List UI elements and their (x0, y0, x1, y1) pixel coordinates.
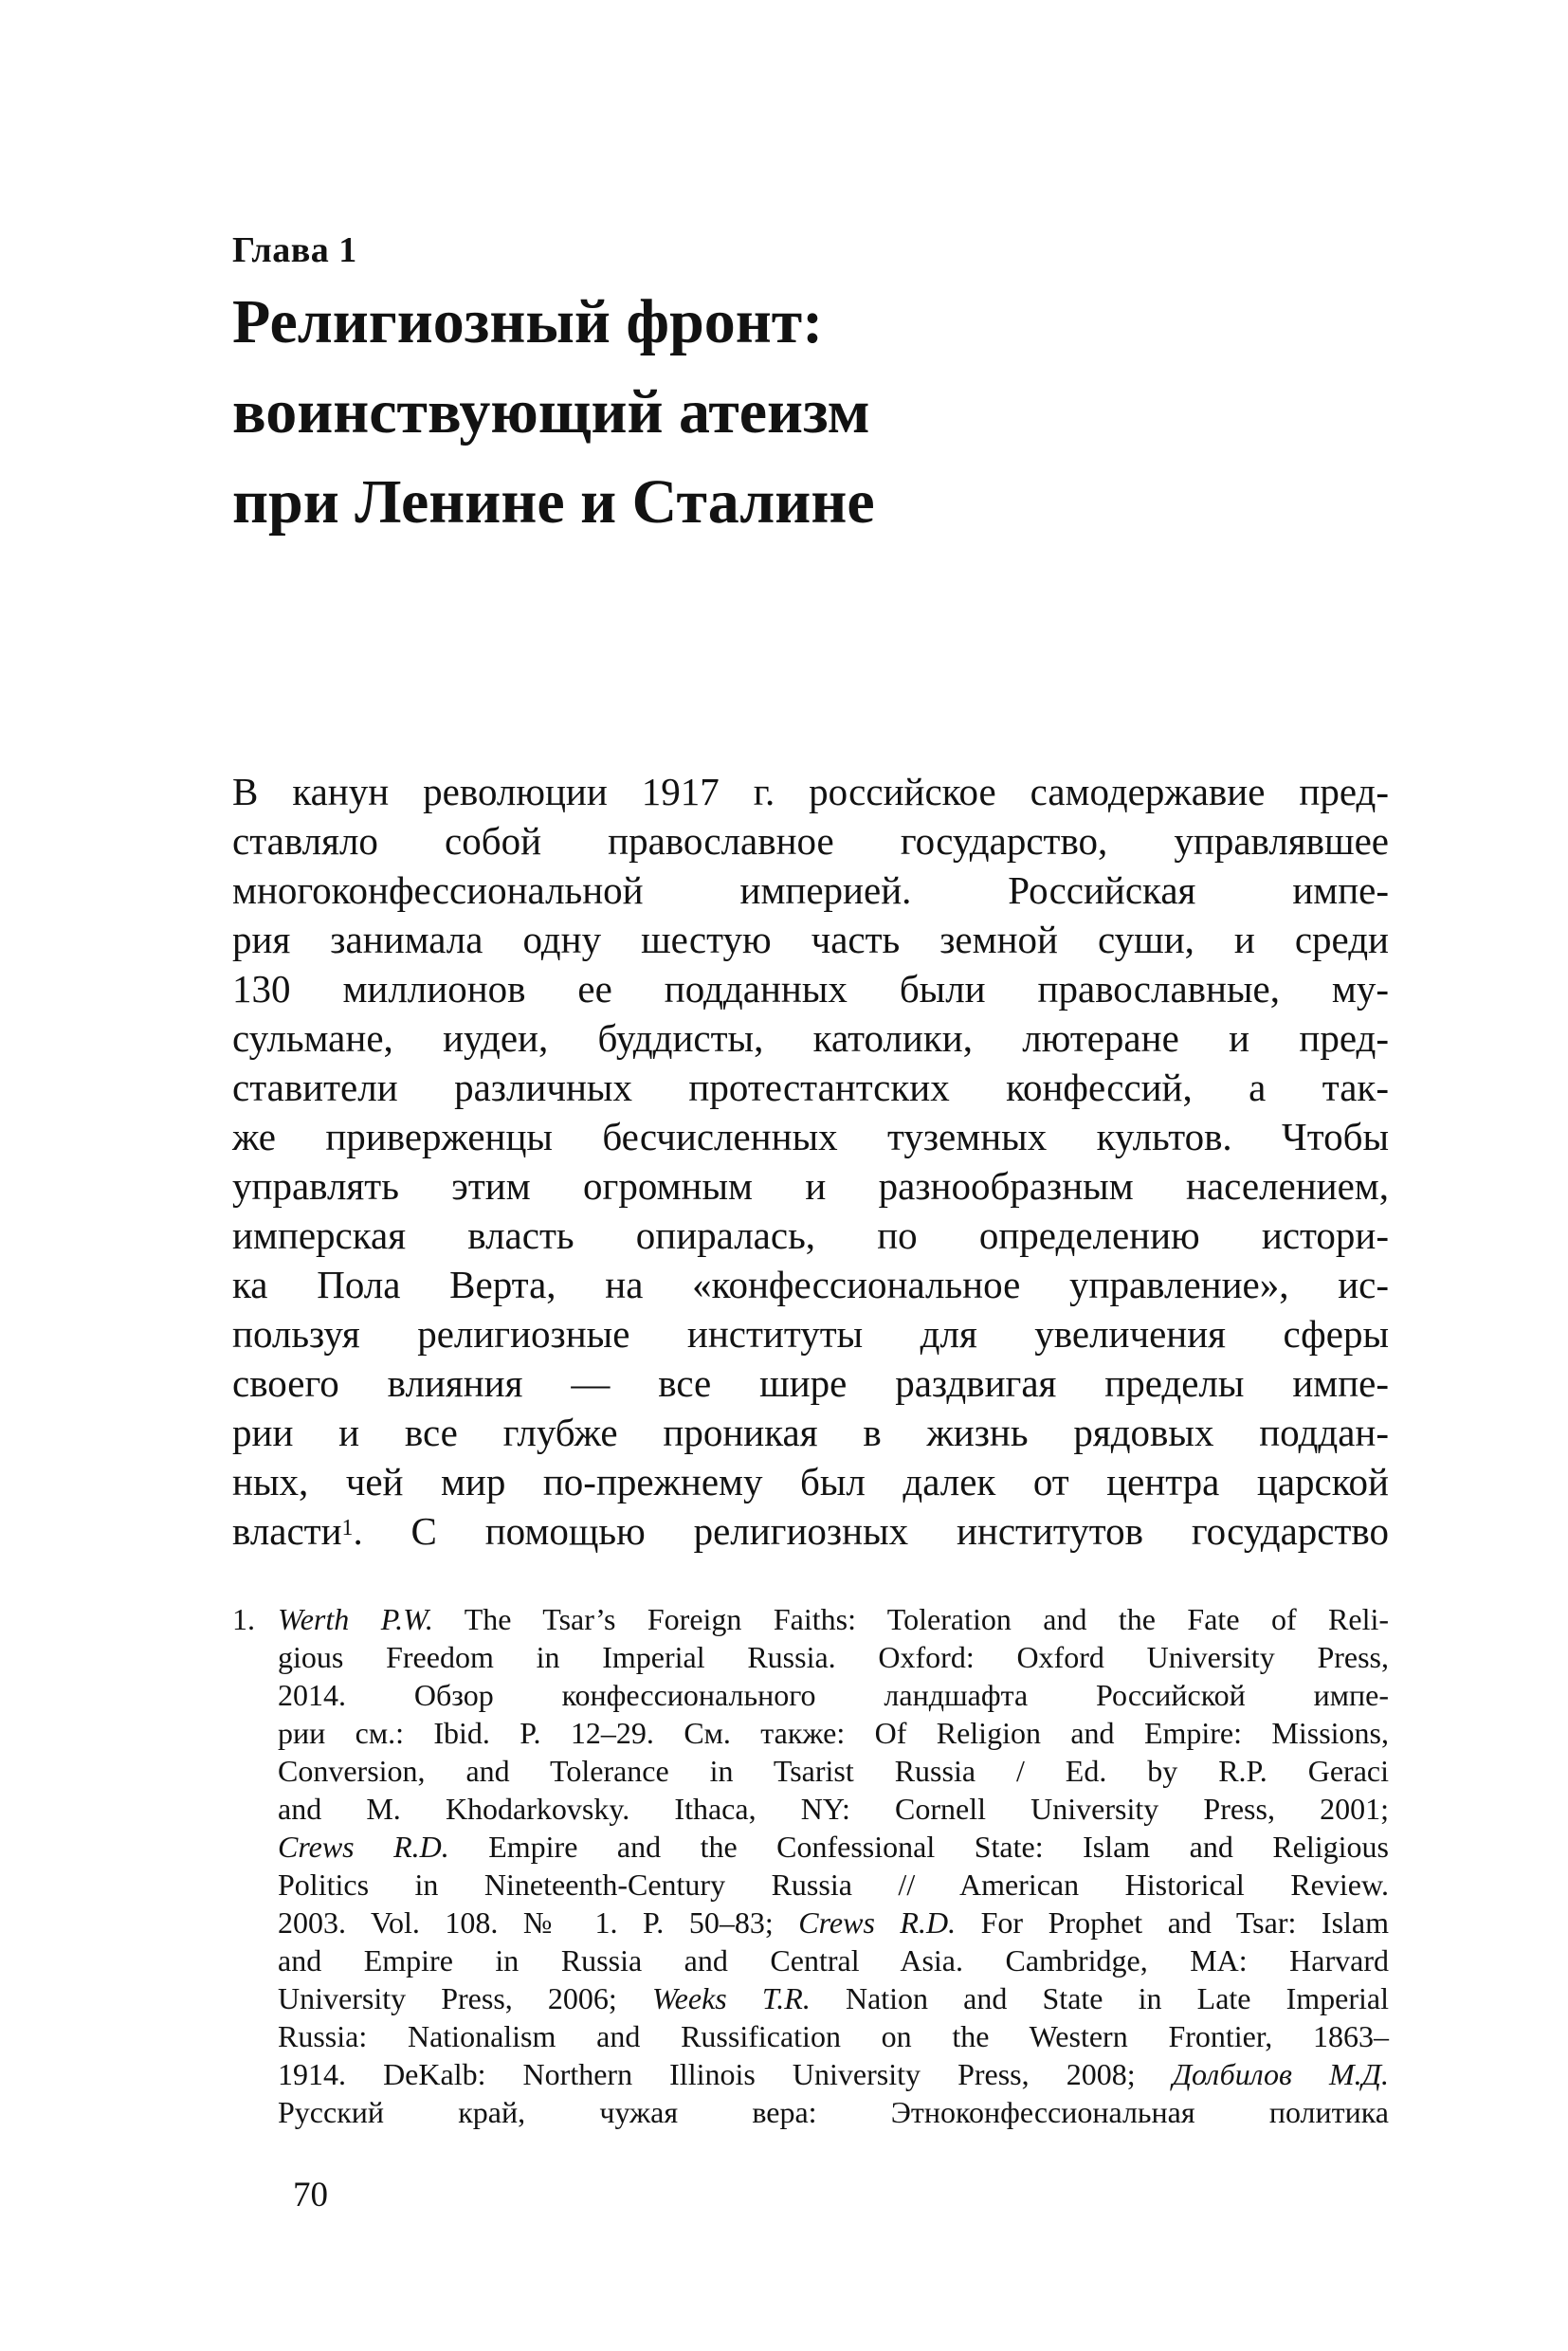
text-line: рия занимала одну шестую часть земной суши, и среди (232, 918, 1389, 961)
text-line: имперская власть опиралась, по определению истори- (232, 1213, 1389, 1257)
text-line: ставляло собой православное государство, управлявшее (232, 819, 1389, 863)
text-line: Русский край, чужая вера: Этноконфессиональная политика (278, 2095, 1389, 2129)
text-line: сульмане, иудеи, буддисты, католики, лютеране и пред- (232, 1016, 1389, 1060)
text-line: Werth P.W. The Tsar’s Foreign Faiths: Toleration and the Fate of Reli- (278, 1602, 1390, 1636)
text-line: воинствующий атеизм (232, 377, 870, 447)
text-block (232, 229, 1389, 2216)
text-line: рии см.: Ibid. P. 12–29. См. также: Of Religion and Empire: Missions, (278, 1716, 1389, 1750)
text-line: ных, чей мир по-прежнему был далек от центра царской (232, 1460, 1389, 1504)
text-line: многоконфессиональной империей. Российская импе- (232, 868, 1389, 912)
text-line: Религиозный фронт: (232, 287, 824, 356)
text-line: при Ленине и Сталине (232, 467, 875, 537)
text-line: 130 миллионов ее подданных были православные, му- (232, 967, 1389, 1011)
body-paragraph (232, 767, 1389, 1556)
text-line: Politics in Nineteenth-Century Russia // American Historical Review. (278, 1868, 1389, 1902)
footnote (232, 1600, 1389, 2131)
page-title (232, 277, 1389, 547)
text-line: власти$^1$. С помощью религиозных институтов государство (232, 1509, 1389, 1553)
text-line: Crews R.D. Empire and the Confessional State: Islam and Religious (278, 1830, 1390, 1864)
footnote-text (278, 1600, 1389, 2131)
text-line: своего влияния — все шире раздвигая пределы импе- (232, 1361, 1389, 1405)
text-line: же приверженцы бесчисленных туземных культов. Чтобы (232, 1115, 1389, 1158)
text-line: рии и все глубже проникая в жизнь рядовых поддан- (232, 1411, 1389, 1454)
text-line: ка Пола Верта, на «конфессиональное управление», ис- (232, 1263, 1389, 1306)
text-line: ставители различных протестантских конфессий, а так- (232, 1066, 1389, 1109)
text-line: управлять этим огромным и разнообразным населением, (232, 1164, 1389, 1208)
text-line: and M. Khodarkovsky. Ithaca, NY: Cornell University Press, 2001; (278, 1792, 1389, 1826)
page-number: 70 (293, 2176, 328, 2214)
text-line: and Empire in Russia and Central Asia. Cambridge, MA: Harvard (278, 1943, 1389, 1977)
text-line: 1914. DeKalb: Northern Illinois University Press, 2008; Долбилов М.Д. (278, 2057, 1390, 2091)
chapter-label: Глава 1 (232, 230, 357, 270)
text-line: gious Freedom in Imperial Russia. Oxford: Oxford University Press, (278, 1640, 1389, 1674)
text-line: University Press, 2006; Weeks T.R. Nation and State in Late Imperial (278, 1981, 1390, 2015)
text-line: Russia: Nationalism and Russification on the Western Frontier, 1863– (278, 2019, 1389, 2053)
text-line: В канун революции 1917 г. российское самодержавие пред- (232, 770, 1389, 813)
footnote-reference: 1 (341, 1516, 354, 1541)
text-line: 2003. Vol. 108. № 1. P. 50–83; Crews R.D. For Prophet and Tsar: Islam (278, 1905, 1390, 1940)
text-line: Conversion, and Tolerance in Tsarist Russia / Ed. by R.P. Geraci (278, 1754, 1389, 1788)
text-line: пользуя религиозные институты для увеличения сферы (232, 1312, 1389, 1356)
footnote-marker: 1. (232, 1602, 255, 1636)
text-line: 2014. Обзор конфессионального ландшафта Российской импе- (278, 1678, 1389, 1712)
